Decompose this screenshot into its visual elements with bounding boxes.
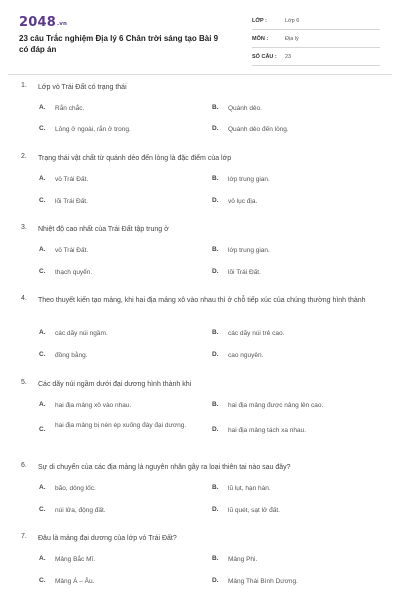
option-text: Rắn chắc. — [55, 105, 85, 112]
option-letter: D. — [212, 577, 219, 584]
question-text: Nhiệt độ cao nhất của Trái Đất tập trung ở — [38, 226, 169, 233]
question-text: Đâu là mảng đại dương của lớp vỏ Trái Đất? — [38, 535, 177, 542]
option-text: lũ lụt, hạn hán. — [228, 485, 271, 492]
option-letter: A. — [39, 104, 46, 111]
logo-main: 2048 — [19, 15, 56, 30]
logo-sub: .vn — [56, 21, 68, 27]
header-divider — [8, 74, 392, 75]
question-number: 5. — [21, 379, 27, 386]
meta-info — [252, 15, 380, 69]
option-text: vỏ lục địa. — [228, 198, 258, 205]
option-letter: D. — [212, 268, 219, 275]
option-letter: A. — [39, 175, 46, 182]
option-text: vỏ Trái Đất. — [55, 176, 89, 183]
question-text: Trạng thái vật chất từ quánh dẻo đến lỏng là đặc điểm của lớp — [38, 155, 232, 162]
option-letter: C. — [39, 426, 46, 433]
question-number: 3. — [21, 224, 27, 231]
option-text: bão, dông lốc. — [55, 485, 96, 492]
option-text: Lỏng ở ngoài, rắn ở trong. — [55, 126, 131, 133]
document-header — [0, 0, 400, 72]
option-text: các dãy núi ngầm. — [55, 330, 108, 337]
option-letter: C. — [39, 351, 46, 358]
option-text: hai địa mảng được nâng lên cao. — [228, 402, 324, 409]
option-letter: B. — [212, 175, 219, 182]
option-text: hai địa mảng tách xa nhau. — [228, 427, 307, 434]
question-text: Theo thuyết kiến tạo mảng, khi hai địa mảng xô vào nhau thì ở chỗ tiếp xúc của chúng thường hình thành — [38, 297, 366, 304]
option-text: núi lửa, động đất. — [55, 507, 106, 514]
option-letter: B. — [212, 401, 219, 408]
question-number: 2. — [21, 153, 27, 160]
question-number: 7. — [21, 533, 27, 540]
option-letter: C. — [39, 506, 46, 513]
option-letter: D. — [212, 426, 219, 433]
option-letter: D. — [212, 351, 219, 358]
option-letter: B. — [212, 555, 219, 562]
option-text: lớp trung gian. — [228, 247, 270, 254]
option-letter: B. — [212, 104, 219, 111]
option-text: lũ quét, sạt lở đất. — [228, 507, 280, 514]
option-letter: D. — [212, 125, 219, 132]
question-number: 6. — [21, 462, 27, 469]
meta-row-count — [252, 51, 380, 66]
option-text: lõi Trái Đất. — [55, 198, 88, 205]
option-text: Mảng Bắc Mĩ. — [55, 556, 96, 563]
option-letter: A. — [39, 555, 46, 562]
meta-row-grade — [252, 15, 380, 30]
option-letter: B. — [212, 329, 219, 336]
page-title: 23 câu Trắc nghiệm Địa lý 6 Chân trời sáng tạo Bài 9 có đáp án — [19, 34, 219, 54]
option-text: lõi Trái Đất. — [228, 269, 261, 276]
option-letter: D. — [212, 506, 219, 513]
option-text: Quánh dẻo. — [228, 105, 262, 112]
option-text: các dãy núi trẻ cao. — [228, 330, 285, 337]
option-letter: A. — [39, 329, 46, 336]
option-text: Mảng Phi. — [228, 556, 258, 563]
meta-row-subject — [252, 33, 380, 48]
meta-key: SỐ CÂU : — [252, 54, 277, 60]
option-letter: A. — [39, 401, 46, 408]
option-text: thạch quyển. — [55, 269, 93, 276]
site-logo[interactable] — [19, 15, 67, 30]
question-text: Các dãy núi ngầm dưới đại dương hình thành khi — [38, 381, 192, 388]
meta-key: LỚP : — [252, 18, 267, 24]
question-text: Lớp vỏ Trái Đất có trạng thái — [38, 84, 127, 91]
option-letter: B. — [212, 246, 219, 253]
option-text: lớp trung gian. — [228, 176, 270, 183]
option-text: đồng bằng. — [55, 352, 88, 359]
option-text: Mảng Á – Âu. — [55, 578, 95, 585]
option-text: Quánh dẻo đến lỏng. — [228, 126, 289, 133]
option-letter: A. — [39, 246, 46, 253]
option-letter: D. — [212, 197, 219, 204]
meta-value: 23 — [285, 54, 292, 60]
option-text: hai địa mảng xô vào nhau. — [55, 402, 132, 409]
option-text: cao nguyên. — [228, 352, 264, 359]
question-number: 4. — [21, 295, 27, 302]
option-letter: B. — [212, 484, 219, 491]
option-letter: C. — [39, 268, 46, 275]
option-letter: C. — [39, 197, 46, 204]
question-number: 1. — [21, 82, 27, 89]
option-text: Mảng Thái Bình Dương. — [228, 578, 298, 585]
option-letter: C. — [39, 577, 46, 584]
question-text: Sự di chuyển của các địa mảng là nguyên nhân gây ra loại thiên tai nào sau đây? — [38, 464, 291, 471]
meta-value: Lớp 6 — [285, 18, 300, 24]
meta-value: Địa lý — [285, 36, 299, 42]
option-letter: A. — [39, 484, 46, 491]
option-text: hai địa mảng bị nén ép xuống đáy đại dương. — [55, 422, 187, 429]
option-text: vỏ Trái Đất. — [55, 247, 89, 254]
option-letter: C. — [39, 125, 46, 132]
meta-key: MÔN : — [252, 36, 269, 42]
